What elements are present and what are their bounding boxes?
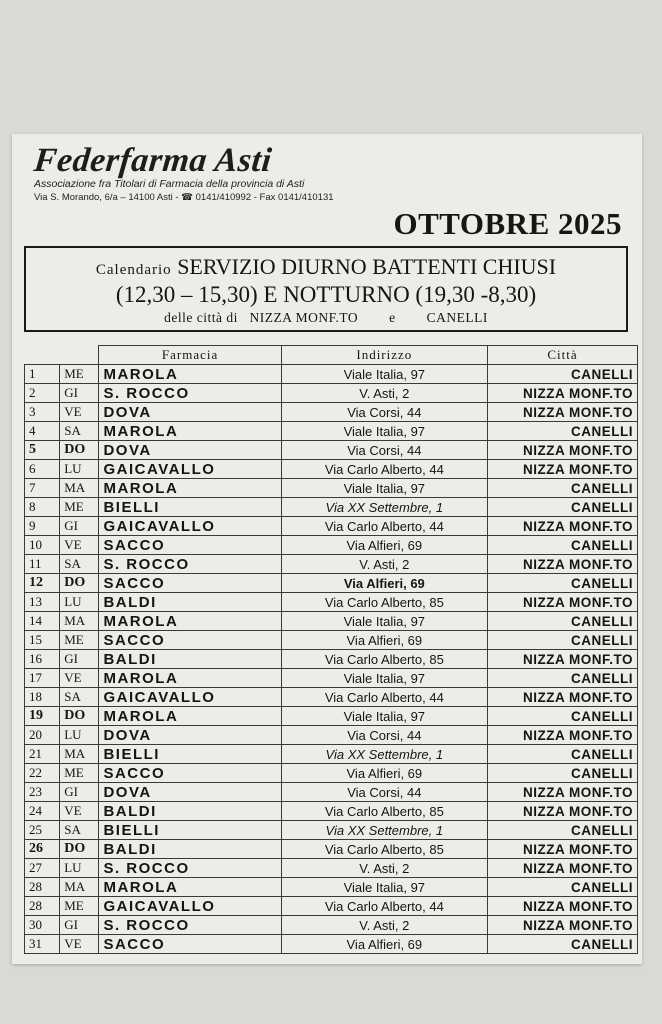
day-cell: 25 xyxy=(25,821,60,840)
day-cell: 26 xyxy=(25,840,60,859)
pharmacy-cell: S. ROCCO xyxy=(99,555,281,574)
service-title: SERVIZIO DIURNO BATTENTI CHIUSI xyxy=(177,254,557,279)
table-row xyxy=(25,878,638,897)
table-row xyxy=(25,365,638,384)
day-cell: 3 xyxy=(25,403,60,422)
service-cities-line xyxy=(26,310,626,326)
table-row xyxy=(25,517,638,536)
address-cell: Via Corsi, 44 xyxy=(281,726,487,745)
address-cell: Via Carlo Alberto, 44 xyxy=(281,517,487,536)
table-row xyxy=(25,916,638,935)
address-cell: Via XX Settembre, 1 xyxy=(281,498,487,517)
pharmacy-cell: BALDI xyxy=(99,593,281,612)
weekday-cell: LU xyxy=(60,593,99,612)
city-canelli: CANELLI xyxy=(426,310,488,325)
federfarma-logo: Federfarma Asti xyxy=(32,142,274,179)
weekday-cell: LU xyxy=(60,460,99,479)
city-cell: NIZZA MONF.TO xyxy=(488,840,638,859)
pharmacy-cell: GAICAVALLO xyxy=(99,460,281,479)
city-cell: CANELLI xyxy=(488,821,638,840)
table-row xyxy=(25,669,638,688)
day-cell: 23 xyxy=(25,783,60,802)
address-cell: Via Carlo Alberto, 44 xyxy=(281,688,487,707)
table-row xyxy=(25,593,638,612)
city-cell: NIZZA MONF.TO xyxy=(488,783,638,802)
pharmacy-cell: SACCO xyxy=(99,631,281,650)
weekday-cell: SA xyxy=(60,688,99,707)
address-cell: Viale Italia, 97 xyxy=(281,669,487,688)
weekday-cell: GI xyxy=(60,517,99,536)
header-citta: Città xyxy=(488,346,638,365)
table-row xyxy=(25,688,638,707)
pharmacy-cell: MAROLA xyxy=(99,707,281,726)
calendar-sheet xyxy=(12,134,642,964)
table-row xyxy=(25,707,638,726)
address-cell: V. Asti, 2 xyxy=(281,916,487,935)
weekday-cell: DO xyxy=(60,840,99,859)
city-cell: NIZZA MONF.TO xyxy=(488,460,638,479)
address-cell: Via Corsi, 44 xyxy=(281,441,487,460)
pharmacy-cell: GAICAVALLO xyxy=(99,517,281,536)
day-cell: 2 xyxy=(25,384,60,403)
weekday-cell: ME xyxy=(60,897,99,916)
address-cell: Via Corsi, 44 xyxy=(281,403,487,422)
header-blank xyxy=(25,346,99,365)
weekday-cell: SA xyxy=(60,422,99,441)
day-cell: 22 xyxy=(25,764,60,783)
day-cell: 6 xyxy=(25,460,60,479)
day-cell: 16 xyxy=(25,650,60,669)
city-cell: NIZZA MONF.TO xyxy=(488,916,638,935)
day-cell: 17 xyxy=(25,669,60,688)
pharmacy-cell: DOVA xyxy=(99,403,281,422)
city-cell: NIZZA MONF.TO xyxy=(488,897,638,916)
pharmacy-cell: MAROLA xyxy=(99,669,281,688)
calendario-label: Calendario xyxy=(95,262,172,278)
pharmacy-cell: DOVA xyxy=(99,783,281,802)
table-row xyxy=(25,935,638,954)
table-row xyxy=(25,460,638,479)
table-row xyxy=(25,897,638,916)
address-cell: Via XX Settembre, 1 xyxy=(281,745,487,764)
pharmacy-cell: BIELLI xyxy=(99,745,281,764)
pharmacy-cell: MAROLA xyxy=(99,612,281,631)
month-title: OTTOBRE 2025 xyxy=(393,206,622,241)
pharmacy-cell: SACCO xyxy=(99,536,281,555)
weekday-cell: GI xyxy=(60,783,99,802)
address-cell: V. Asti, 2 xyxy=(281,859,487,878)
day-cell: 7 xyxy=(25,479,60,498)
pharmacy-cell: S. ROCCO xyxy=(99,916,281,935)
weekday-cell: VE xyxy=(60,536,99,555)
day-cell: 28 xyxy=(25,897,60,916)
day-cell: 1 xyxy=(25,365,60,384)
service-box xyxy=(24,246,628,332)
day-cell: 4 xyxy=(25,422,60,441)
address-cell: Viale Italia, 97 xyxy=(281,612,487,631)
table-row xyxy=(25,783,638,802)
city-cell: NIZZA MONF.TO xyxy=(488,650,638,669)
pharmacy-cell: S. ROCCO xyxy=(99,859,281,878)
day-cell: 21 xyxy=(25,745,60,764)
city-cell: CANELLI xyxy=(488,498,638,517)
table-row xyxy=(25,441,638,460)
day-cell: 19 xyxy=(25,707,60,726)
city-cell: NIZZA MONF.TO xyxy=(488,802,638,821)
city-cell: CANELLI xyxy=(488,935,638,954)
pharmacy-cell: SACCO xyxy=(99,935,281,954)
address-cell: Via XX Settembre, 1 xyxy=(281,821,487,840)
address-cell: Via Corsi, 44 xyxy=(281,783,487,802)
table-row xyxy=(25,574,638,593)
weekday-cell: MA xyxy=(60,745,99,764)
day-cell: 10 xyxy=(25,536,60,555)
address-cell: V. Asti, 2 xyxy=(281,384,487,403)
table-row xyxy=(25,555,638,574)
table-header-row xyxy=(25,346,638,365)
pharmacy-cell: GAICAVALLO xyxy=(99,688,281,707)
table-row xyxy=(25,745,638,764)
association-line: Associazione fra Titolari di Farmacia della provincia di Asti xyxy=(34,178,305,190)
table-row xyxy=(25,631,638,650)
pharmacy-cell: MAROLA xyxy=(99,422,281,441)
weekday-cell: MA xyxy=(60,479,99,498)
city-cell: CANELLI xyxy=(488,574,638,593)
service-title-line xyxy=(26,254,626,280)
table-row xyxy=(25,650,638,669)
weekday-cell: SA xyxy=(60,821,99,840)
weekday-cell: DO xyxy=(60,707,99,726)
weekday-cell: LU xyxy=(60,726,99,745)
table-row xyxy=(25,403,638,422)
pharmacy-cell: SACCO xyxy=(99,574,281,593)
conjunction: e xyxy=(389,310,396,325)
weekday-cell: VE xyxy=(60,802,99,821)
table-row xyxy=(25,498,638,517)
city-nizza: NIZZA MONF.TO xyxy=(249,310,359,325)
address-cell: Via Carlo Alberto, 44 xyxy=(281,897,487,916)
city-cell: CANELLI xyxy=(488,365,638,384)
day-cell: 15 xyxy=(25,631,60,650)
city-cell: NIZZA MONF.TO xyxy=(488,517,638,536)
address-cell: Via Carlo Alberto, 85 xyxy=(281,593,487,612)
weekday-cell: LU xyxy=(60,859,99,878)
address-cell: Via Carlo Alberto, 44 xyxy=(281,460,487,479)
pharmacy-cell: BIELLI xyxy=(99,498,281,517)
city-cell: NIZZA MONF.TO xyxy=(488,403,638,422)
address-cell: V. Asti, 2 xyxy=(281,555,487,574)
city-cell: CANELLI xyxy=(488,878,638,897)
address-cell: Via Alfieri, 69 xyxy=(281,764,487,783)
weekday-cell: MA xyxy=(60,878,99,897)
city-cell: NIZZA MONF.TO xyxy=(488,441,638,460)
city-cell: CANELLI xyxy=(488,536,638,555)
city-cell: CANELLI xyxy=(488,707,638,726)
weekday-cell: GI xyxy=(60,650,99,669)
pharmacy-cell: GAICAVALLO xyxy=(99,897,281,916)
city-cell: CANELLI xyxy=(488,612,638,631)
header-farmacia: Farmacia xyxy=(99,346,281,365)
header-indirizzo: Indirizzo xyxy=(281,346,487,365)
pharmacy-cell: MAROLA xyxy=(99,479,281,498)
address-cell: Viale Italia, 97 xyxy=(281,422,487,441)
address-cell: Viale Italia, 97 xyxy=(281,878,487,897)
address-cell: Via Carlo Alberto, 85 xyxy=(281,802,487,821)
pharmacy-calendar-table xyxy=(24,345,638,954)
city-cell: NIZZA MONF.TO xyxy=(488,593,638,612)
city-cell: CANELLI xyxy=(488,764,638,783)
pharmacy-cell: BALDI xyxy=(99,650,281,669)
address-cell: Via Alfieri, 69 xyxy=(281,574,487,593)
weekday-cell: DO xyxy=(60,574,99,593)
table-row xyxy=(25,536,638,555)
pharmacy-cell: MAROLA xyxy=(99,878,281,897)
day-cell: 30 xyxy=(25,916,60,935)
table-row xyxy=(25,479,638,498)
service-hours: (12,30 – 15,30) E NOTTURNO (19,30 -8,30) xyxy=(115,282,537,307)
weekday-cell: VE xyxy=(60,403,99,422)
weekday-cell: ME xyxy=(60,764,99,783)
address-cell: Via Alfieri, 69 xyxy=(281,631,487,650)
table-row xyxy=(25,840,638,859)
day-cell: 9 xyxy=(25,517,60,536)
address-cell: Viale Italia, 97 xyxy=(281,365,487,384)
address-cell: Via Alfieri, 69 xyxy=(281,935,487,954)
address-cell: Via Alfieri, 69 xyxy=(281,536,487,555)
weekday-cell: GI xyxy=(60,916,99,935)
day-cell: 11 xyxy=(25,555,60,574)
weekday-cell: VE xyxy=(60,669,99,688)
table-row xyxy=(25,612,638,631)
city-cell: CANELLI xyxy=(488,745,638,764)
table-row xyxy=(25,384,638,403)
city-cell: NIZZA MONF.TO xyxy=(488,384,638,403)
pharmacy-cell: DOVA xyxy=(99,726,281,745)
day-cell: 20 xyxy=(25,726,60,745)
day-cell: 13 xyxy=(25,593,60,612)
address-line: Via S. Morando, 6/a – 14100 Asti - ☎ 0141/410992 - Fax 0141/410131 xyxy=(34,192,334,203)
cities-prefix: delle città di xyxy=(164,310,238,325)
address-cell: Viale Italia, 97 xyxy=(281,707,487,726)
day-cell: 8 xyxy=(25,498,60,517)
address-cell: Via Carlo Alberto, 85 xyxy=(281,650,487,669)
pharmacy-cell: BIELLI xyxy=(99,821,281,840)
city-cell: NIZZA MONF.TO xyxy=(488,555,638,574)
table-row xyxy=(25,859,638,878)
pharmacy-cell: SACCO xyxy=(99,764,281,783)
day-cell: 31 xyxy=(25,935,60,954)
day-cell: 12 xyxy=(25,574,60,593)
table-row xyxy=(25,802,638,821)
address-cell: Viale Italia, 97 xyxy=(281,479,487,498)
pharmacy-cell: MAROLA xyxy=(99,365,281,384)
pharmacy-cell: BALDI xyxy=(99,840,281,859)
weekday-cell: ME xyxy=(60,498,99,517)
weekday-cell: MA xyxy=(60,612,99,631)
pharmacy-cell: BALDI xyxy=(99,802,281,821)
city-cell: NIZZA MONF.TO xyxy=(488,726,638,745)
city-cell: NIZZA MONF.TO xyxy=(488,859,638,878)
weekday-cell: SA xyxy=(60,555,99,574)
address-cell: Via Carlo Alberto, 85 xyxy=(281,840,487,859)
city-cell: CANELLI xyxy=(488,479,638,498)
pharmacy-cell: S. ROCCO xyxy=(99,384,281,403)
pharmacy-cell: DOVA xyxy=(99,441,281,460)
city-cell: CANELLI xyxy=(488,422,638,441)
day-cell: 27 xyxy=(25,859,60,878)
weekday-cell: VE xyxy=(60,935,99,954)
weekday-cell: GI xyxy=(60,384,99,403)
day-cell: 14 xyxy=(25,612,60,631)
day-cell: 18 xyxy=(25,688,60,707)
day-cell: 5 xyxy=(25,441,60,460)
day-cell: 24 xyxy=(25,802,60,821)
city-cell: CANELLI xyxy=(488,669,638,688)
table-row xyxy=(25,764,638,783)
weekday-cell: ME xyxy=(60,365,99,384)
table-row xyxy=(25,821,638,840)
weekday-cell: ME xyxy=(60,631,99,650)
city-cell: CANELLI xyxy=(488,631,638,650)
day-cell: 28 xyxy=(25,878,60,897)
city-cell: NIZZA MONF.TO xyxy=(488,688,638,707)
table-row xyxy=(25,726,638,745)
table-row xyxy=(25,422,638,441)
weekday-cell: DO xyxy=(60,441,99,460)
